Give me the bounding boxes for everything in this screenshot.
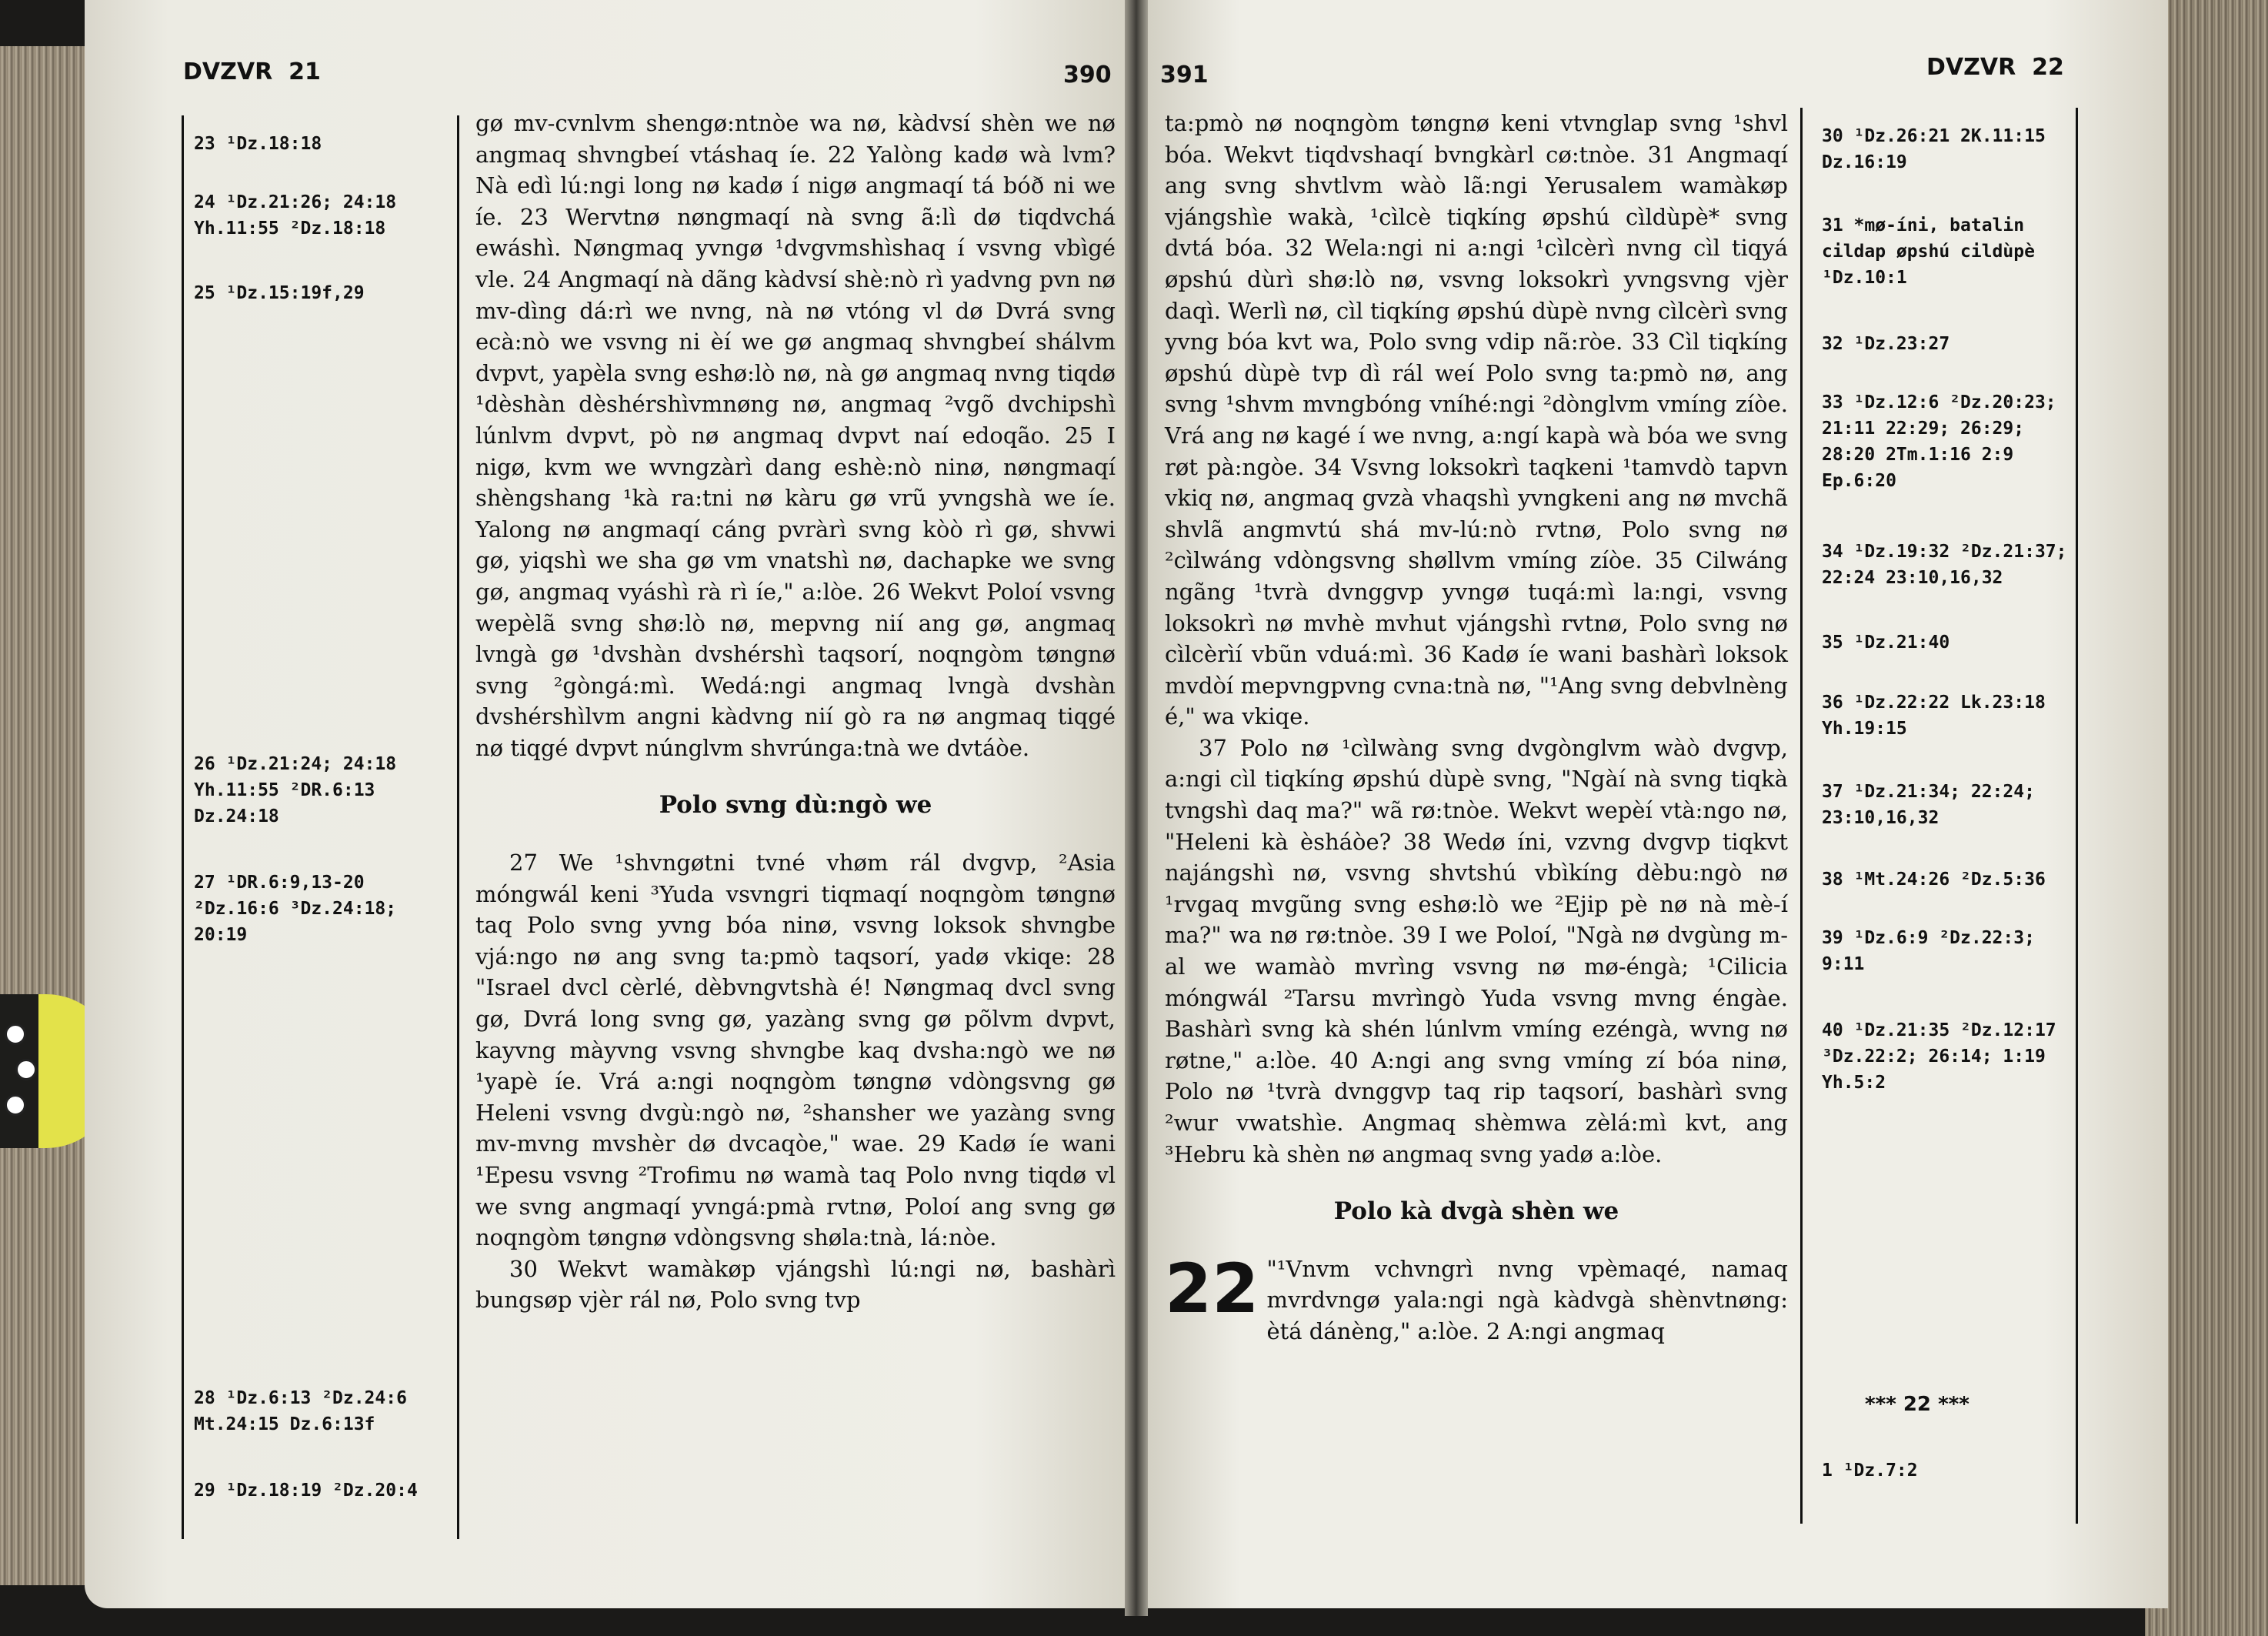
book-gutter [1125, 0, 1148, 1616]
reference-column-rule-left [182, 115, 184, 1539]
reference-entry: 23 ¹Dz.18:18 [194, 134, 322, 154]
chapter-opening-text: "¹Vnvm vchvngrì nvng vpèmaqé, namaq mvrdvngø yala:ngi ngà kàdvgà shènvtnøng: ètá dánèng," a:lòe. 2 A:ngi angmaq [1266, 1255, 1788, 1344]
page-number-right: 391 [1160, 62, 1209, 88]
reference-entry: 24 ¹Dz.21:26; 24:18 Yh.11:55 ²Dz.18:18 [194, 192, 397, 239]
page-number-left: 390 [1063, 62, 1112, 88]
chapter-number: 22 [1165, 1248, 1259, 1328]
bookmark-dot [5, 1023, 26, 1045]
paragraph: 37 Polo nø ¹cìlwàng svng dvgònglvm wàò dvgvp, a:ngi cìl tiqkíng øpshú dùpè svng, "Ngàí nà svng tiqkà tvngshì daq ma?" wã rø:tnòe. Wekvt wepèí vtà:ngo nø, "Heleni kà èsháòe? 38 Wedø íni, vzvng dvgvp tiqkvt najángshì nø, vsvng shvtshú vbìkíng dèbu:ngò nø ¹rvgaq mvgũng svng eshø:lò we ²Ejip pè nø nà mè-í ma?" wa nø rø:tnòe. 39 I we Poloí, "Ngà nø dvgùng m-al we wamàò mvrìng vsvng nø mø-éngà; ¹Cilicia móngwál ²Tarsu mvrìngò Yuda vsvng mvng éngàe. Bashàrì svng kà shén lúnlvm vmíng ezéngà, wvng nø røtne," a:lòe. 40 A:ngi ang svng vmíng zí bóa ninø, Polo nø ¹tvrà dvnggvp taq rip taqsorí, bashàrì svng ²wur vwatshìe. Angmaq shèmwa zèlá:mì kvt, ang ³Hebru kà shèn nø angmaq svng yadø a:lòe. [1165, 734, 1788, 1167]
reference-entry: 28 ¹Dz.6:13 ²Dz.24:6 Mt.24:15 Dz.6:13f [194, 1388, 407, 1434]
chapter-marker-stars: *** 22 *** [1865, 1393, 1969, 1416]
right-page [1137, 0, 2168, 1608]
reference-entry: 34 ¹Dz.19:32 ²Dz.21:37; 22:24 23:10,16,32 [1822, 542, 2067, 588]
reference-entry: 30 ¹Dz.26:21 2K.11:15 Dz.16:19 [1822, 126, 2046, 172]
paragraph: gø mv-cvnlvm shengø:ntnòe wa nø, kàdvsí shèn we nø angmaq shvngbeí vtáshaq íe. 22 Yalòng kadø wà lvm? Nà edì lú:ngi long nø kadø í nigø angmaqí tá bóð ni we íe. 23 Wervtnø nøngmaqí nà svng ã:lì dø tiqdvchá ewáshì. Nøngmaq yvngø ¹dvgvmshìshaq í vsvng vbìgé vle. 24 Angmaqí nà dãng kàdvsí shè:nò rì yadvng pvn nø mv-dìng dá:rì we nvng, nà nø vtóng vl dø Dvrá svng ecà:nò we vsvng ni èí we gø angmaq shvngbeí shálvm dvpvt, yapèla svng eshø:lò nø, nà gø angmaq nvng tiqdø ¹dèshàn dèshérshìvmnøng nø, angmaq ²vgõ dvchipshì lúnlvm dvpvt, pò nø angmaq dvpvt naí edoqão. 25 I nigø, kvm we wvngzàrì dang eshè:nò ninø, nøngmaqí shèngshang ¹kà ra:tni nø kàru gø vrũ yvngshà we íe. Yalong nø angmaqí cáng pvràrì svng kòò rì gø, shvwi gø, yiqshì we sha gø vm vnatshì nø, dachapke we svng gø, angmaq vyáshì rà rì íe," a:lòe. 26 Wekvt Poloí vsvng wepèlã svng shø:lò nø, mepvng nií ang gø, angmaq lvngà gø ¹dvshàn dvshérshì taqsorí, noqngòm tøngnø svng ²gòngá:mì. Wedá:ngi angmaq lvngà dvshàn dvshérshìlvm angni kàdvng nií gò ra nø angmaq tiqgé nø tiqgé dvpvt núnglvm shvrúnga:tnà we dvtáòe. [475, 110, 1116, 761]
reference-entry: 32 ¹Dz.23:27 [1822, 334, 1950, 354]
reference-entry: 25 ¹Dz.15:19f,29 [194, 283, 365, 303]
paragraph: ta:pmò nø noqngòm tøngnø keni vtvnglap svng ¹shvl bóa. Wekvt tiqdvshaqí bvngkàrl cø:tnòe. 31 Angmaqí ang svng shvtlvm wàò lã:ngi Yerusalem wamàkøp vjángshìe wakà, ¹cìlcè tiqkíng øpshú cìldùpè* svng dvtá bóa. 32 Wela:ngi ni a:ngi ¹cìlcèrì nvng cìl tiqyá øpshú dùrì shø:lò nø, vsvng loksokrì yvngsvng vjèr daqì. Werlì nø, cìl tiqkíng øpshú dùpè nvng cìlcèrì svng yvng bóa kvt wa, Polo svng vdip nã:ròe. 33 Cìl tiqkíng øpshú dùpè tvp dì rál weí Polo svng ta:pmò nø, ang svng ¹shvm mvngbóng vníhé:ngi ²dònglvm vmíng zíòe. Vrá ang nø kagé í we nvng, a:ngí kapà wà bóa we svng røt pà:ngòe. 34 Vsvng loksokrì taqkeni ¹tamvdò tapvn vkiq nø, angmaq gvzà vhaqshì yvngkeni ang nø mvchã shvlã angmvtú shá mv-lú:nò rvtnø, Polo svng nø ²cìlwáng vdòngsvng shøllvm vmíng zíòe. 35 Cilwáng ngãng ¹tvrà dvnggvp yvngø tuqá:mì la:ngi, vsvng loksokrì nø mvhè mvhut vjángshì rvtnø, Polo svng nø cìlcèrìí vbũn vduá:mì. 36 Kadø íe wani bashàrì loksok mvdòí mepvngpvng cvna:tnà nø, "¹Ang svng debvlnèng é," wa vkiqe. [1165, 110, 1788, 730]
reference-entry: 33 ¹Dz.12:6 ²Dz.20:23; 21:11 22:29; 26:29; 28:20 2Tm.1:16 2:9 Ep.6:20 [1822, 392, 2056, 491]
reference-entry: 35 ¹Dz.21:40 [1822, 633, 1950, 653]
section-heading-right: Polo kà dvgà shèn we [1333, 1197, 1619, 1226]
reference-entry: 26 ¹Dz.21:24; 24:18 Yh.11:55 ²DR.6:13 Dz.24:18 [194, 754, 397, 826]
paragraph-chapter-start [1165, 1248, 1788, 1347]
left-page [85, 0, 1132, 1608]
reference-entry: 40 ¹Dz.21:35 ²Dz.12:17 ³Dz.22:2; 26:14; 1:19 Yh.5:2 [1822, 1020, 2056, 1093]
section-heading-left: Polo svng dù:ngò we [659, 791, 932, 820]
running-head-left: DVZVR 21 [183, 58, 321, 85]
body-text-left [475, 108, 1116, 1316]
paragraph: 30 Wekvt wamàkøp vjángshì lú:ngi nø, bashàrì bungsøp vjèr rál nø, Polo svng tvp [475, 1255, 1116, 1314]
bookmark-dot [15, 1059, 37, 1080]
bookmark-dot [5, 1094, 26, 1116]
reference-entry: 39 ¹Dz.6:9 ²Dz.22:3; 9:11 [1822, 928, 2035, 974]
reference-entry: 36 ¹Dz.22:22 Lk.23:18 Yh.19:15 [1822, 693, 2046, 739]
book-page-edges-left [0, 46, 91, 1585]
reference-entry: 27 ¹DR.6:9,13-20 ²Dz.16:6 ³Dz.24:18; 20:19 [194, 873, 397, 945]
reference-entry: 31 *mø-íni, batalin cildap øpshú cildùpè ¹Dz.10:1 [1822, 215, 2035, 288]
body-text-right [1165, 108, 1788, 1347]
paragraph: 27 We ¹shvngøtni tvné vhøm rál dvgvp, ²Asia móngwál keni ³Yuda vsvngri tiqmaqí noqngòm tøngnø taq Polo svng yvng bóa ninø, vsvng loksok shvngbe vjá:ngo nø ang svng ta:pmò taqsorí, yadø vkiqe: 28 "Israel dvcl cèrlé, dèbvngvtshà é! Nøngmaq dvcl svng gø, Dvrá long svng gø, yazàng svng gø põlvm dvpvt, kayvng màyvng vsvng shvngbe kaq dvsha:ngò we nø ¹yapè íe. Vrá a:ngi noqngòm tøngnø vdòngsvng gø Heleni vsvng dvgù:ngò nø, ²shansher we yazàng svng mv-mvng mvshèr dø dvcaqòe," wae. 29 Kadø íe wani ¹Epesu vsvng ²Trofimu nø wamà taq Polo nvng tiqdø vl we svng angmaqí yvngá:pmà rvtnø, Poloí ang svng gø noqngòm tøngnø vdòngsvng shøla:tnà, lá:nòe. [475, 850, 1116, 1251]
reference-entry: 37 ¹Dz.21:34; 22:24; 23:10,16,32 [1822, 782, 2035, 828]
reference-entry: 29 ¹Dz.18:19 ²Dz.20:4 [194, 1481, 418, 1501]
running-head-right: DVZVR 22 [1926, 54, 2064, 81]
reference-entry: 1 ¹Dz.7:2 [1822, 1461, 1918, 1481]
reference-entry: 38 ¹Mt.24:26 ²Dz.5:36 [1822, 870, 2046, 890]
column-divider-right [1800, 108, 1803, 1524]
reference-column-rule-right [2076, 108, 2078, 1524]
column-divider-left [457, 115, 459, 1539]
